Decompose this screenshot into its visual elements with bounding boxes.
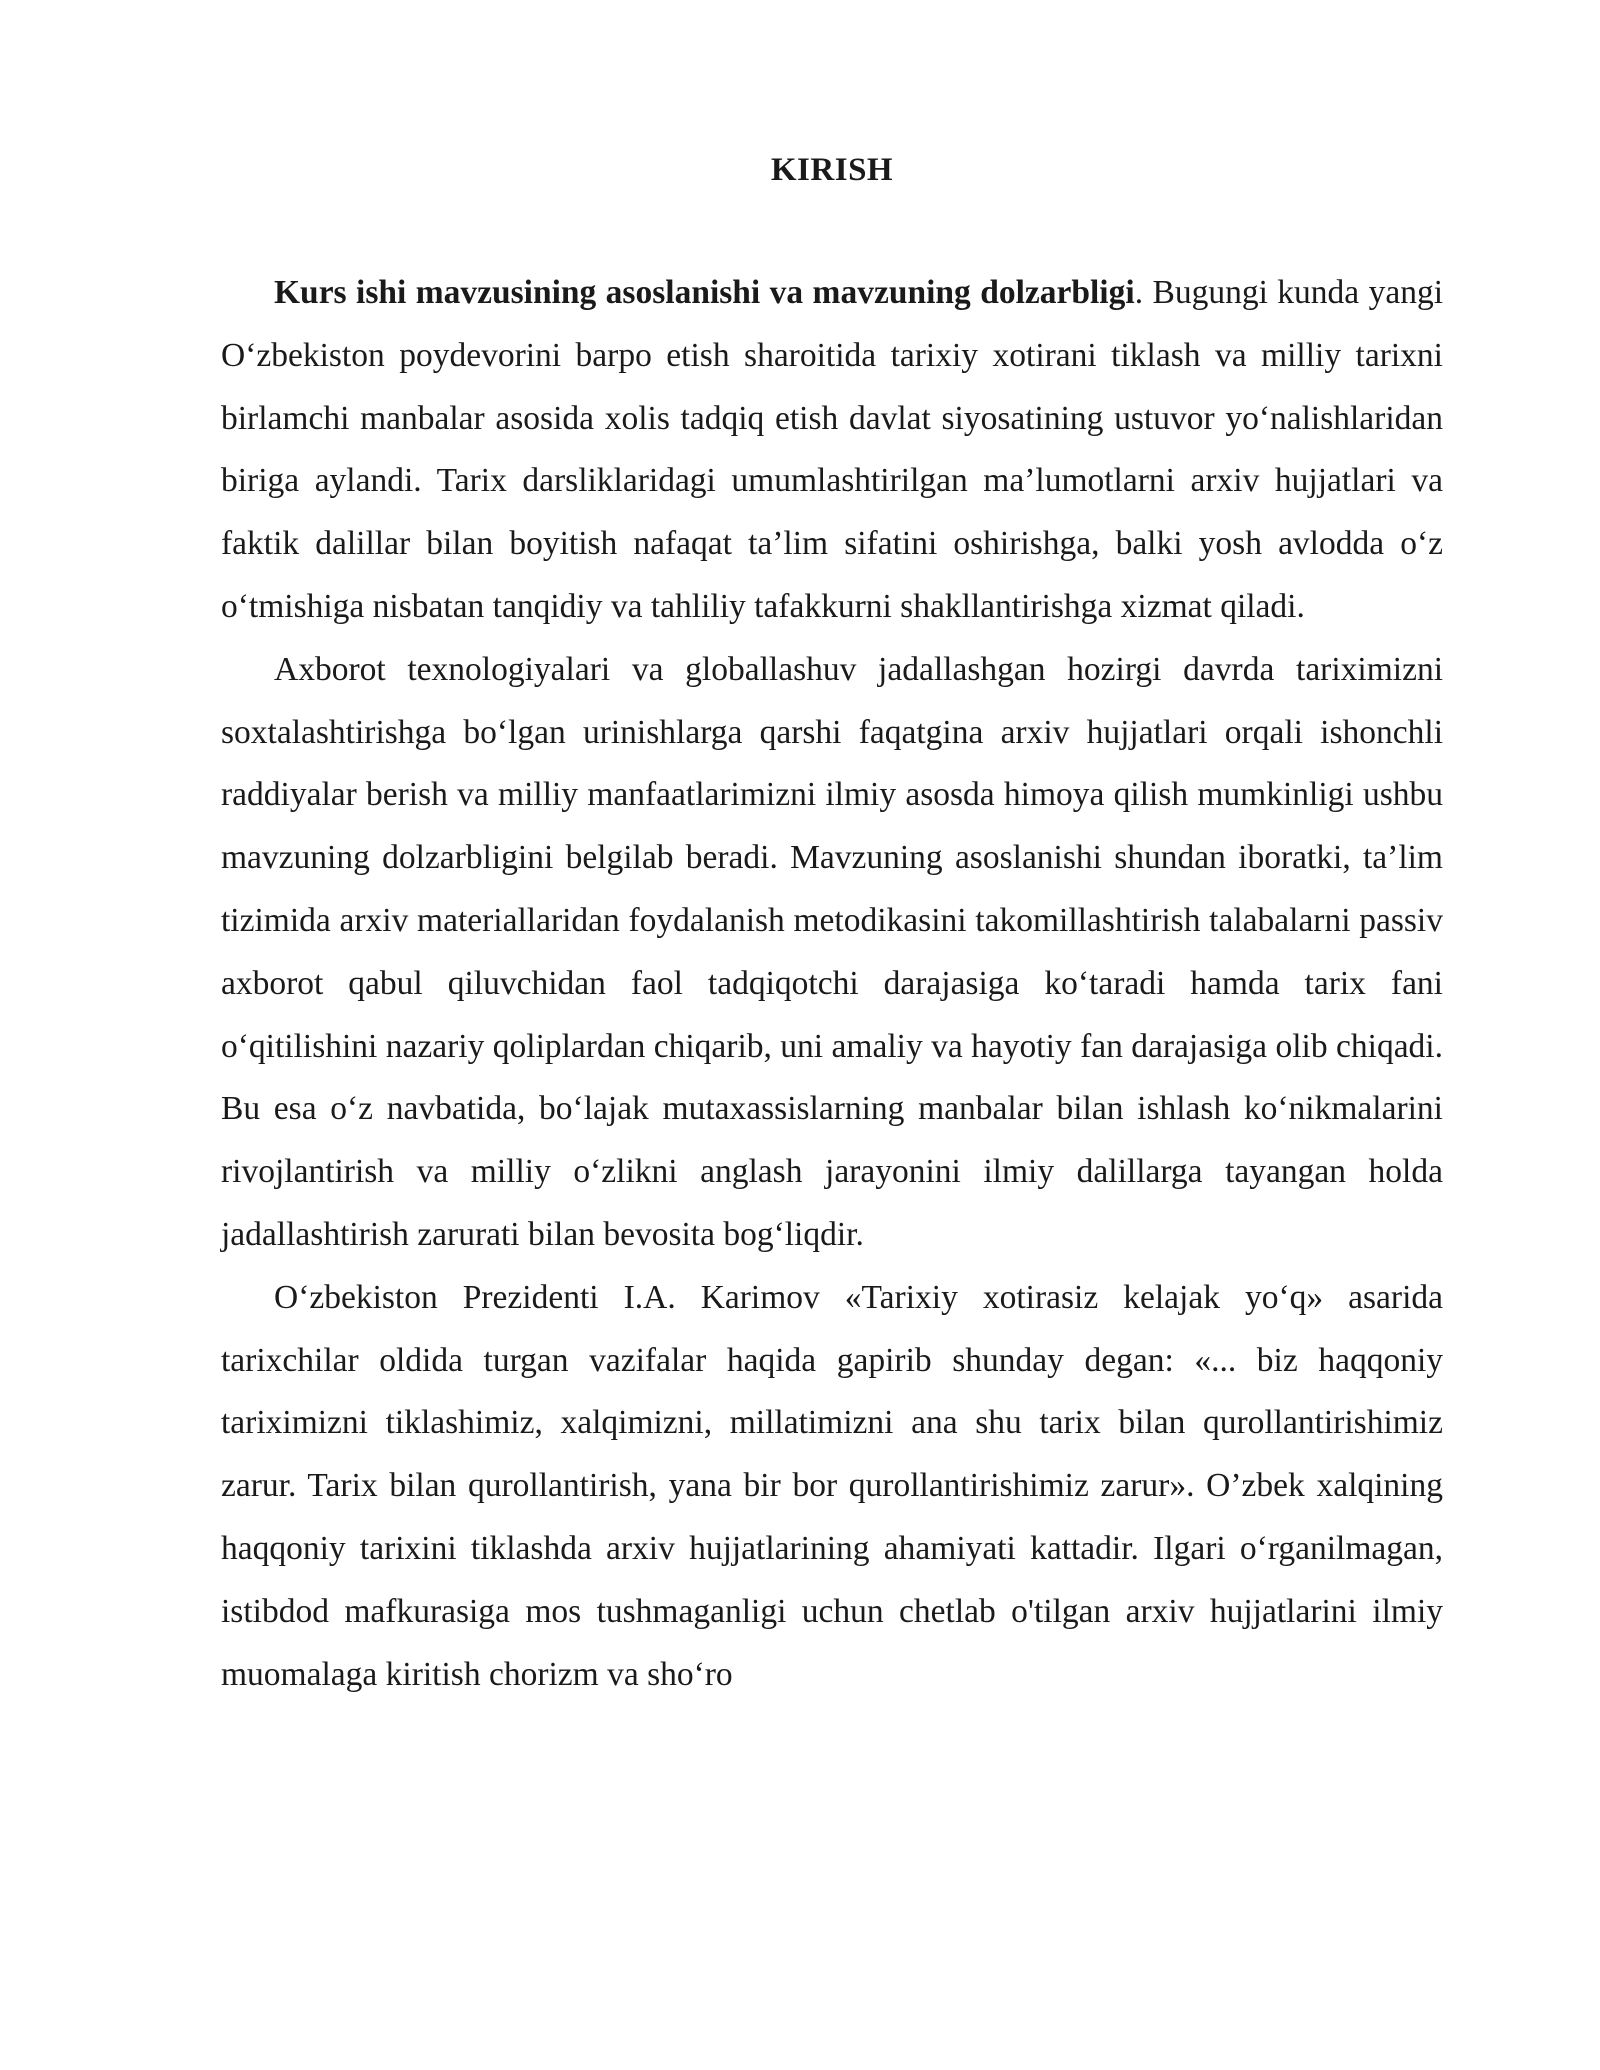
paragraph-3-text: O‘zbekiston Prezidenti I.A. Karimov «Tarixiy xotirasiz kelajak yo‘q» asarida tarixchilar oldida turgan vazifalar haqida gapirib shunday degan: «... biz haqqoniy tariximizni tiklashimiz, xalqimizni, millatimizni ana shu tarix bilan qurollantirishimiz zarur. Tarix bilan qurollantirish, yana bir bor qurollantirishimiz zarur». O’zbek xalqining haqqoniy tarixini tiklashda arxiv hujjatlarining ahamiyati kattadir. Ilgari o‘rganilmagan, istibdod mafkurasiga mos tushmaganligi uchun chetlab o'tilgan arxiv hujjatlarini ilmiy muomalaga kiritish chorizm va sho‘ro	[221, 1278, 1443, 1693]
document-page	[221, 140, 1443, 1706]
paragraph-1-text: . Bugungi kunda yangi O‘zbekiston poydevorini barpo etish sharoitida tarixiy xotirani tiklash va milliy tarixni birlamchi manbalar asosida xolis tadqiq etish davlat siyosatining ustuvor yo‘nalishlaridan biriga aylandi. Tarix darsliklaridagi umumlashtirilgan ma’lumotlarni arxiv hujjatlari va faktik dalillar bilan boyitish nafaqat ta’lim sifatini oshirishga, balki yosh avlodda o‘z o‘tmishiga nisbatan tanqidiy va tahliliy tafakkurni shakllantirishga xizmat qiladi.	[221, 274, 1443, 625]
section-heading: KIRISH	[770, 152, 894, 188]
paragraph-1	[221, 262, 1443, 639]
paragraph-2	[221, 639, 1443, 1267]
paragraph-lead-bold: Kurs ishi mavzusining asoslanishi va mavzuning dolzarbligi	[274, 274, 1135, 311]
paragraph-3	[221, 1267, 1443, 1707]
paragraph-2-text: Axborot texnologiyalari va globallashuv jadallashgan hozirgi davrda tariximizni soxtalashtirishga bo‘lgan urinishlarga qarshi faqatgina arxiv hujjatlari orqali ishonchli raddiyalar berish va milliy manfaatlarimizni ilmiy asosda himoya qilish mumkinligi ushbu mavzuning dolzarbligini belgilab beradi. Mavzuning asoslanishi shundan iboratki, ta’lim tizimida arxiv materiallaridan foydalanish metodikasini takomillashtirish talabalarni passiv axborot qabul qiluvchidan faol tadqiqotchi darajasiga ko‘taradi hamda tarix fani o‘qitilishini nazariy qoliplardan chiqarib, uni amaliy va hayotiy fan darajasiga olib chiqadi. Bu esa o‘z navbatida, bo‘lajak mutaxassislarning manbalar bilan ishlash ko‘nikmalarini rivojlantirish va milliy o‘zlikni anglash jarayonini ilmiy dalillarga tayangan holda jadallashtirish zarurati bilan bevosita bog‘liqdir.	[221, 650, 1443, 1253]
